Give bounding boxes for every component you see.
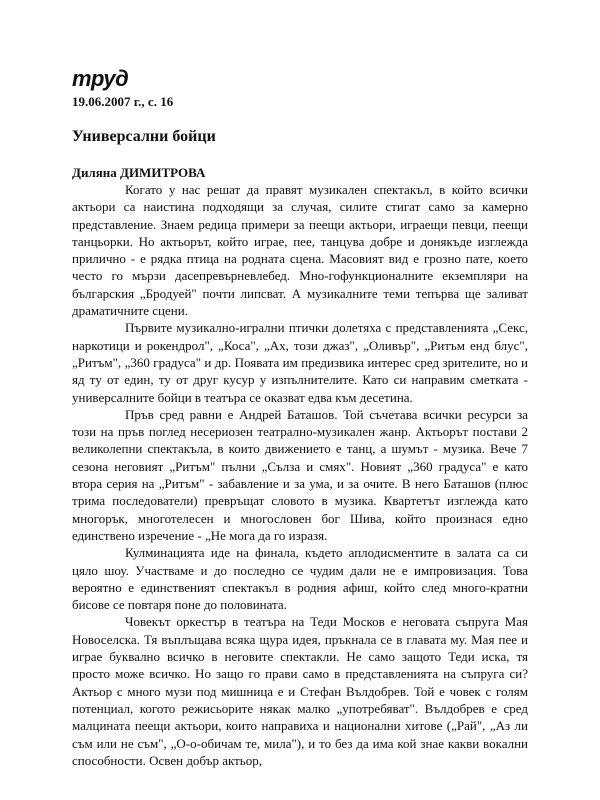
article-headline: Универсални бойци [72,128,216,145]
paragraph: Кулминацията иде на финала, където аплодисментите в залата са си цяло шоу. Участваме и до последно се чудим дали не е импровизация. Това вероятно е единственият спектакъл в родния афиш, който след много-кратни бисове се повтаря поне до половината. [72,545,528,613]
logo-text: труд [72,66,129,91]
newspaper-logo [72,66,528,92]
trud-logo-icon [72,66,142,92]
paragraph: Първите музикално-игрални птички долетяха с представленията „Секс, наркотици и рокендрол", „Коса", „Ах, този джаз", „Оливър", „Ритъм енд блус", „Ритъм", „360 градуса" и др. Появата им предизвика интерес сред зрителите, но и яд ту от един, ту от друг кусур у изпълнителите. Като си направим сметката - универсалните бойци в театъра се оказват едва към десетина. [72,320,528,405]
article-body [72,181,528,769]
paragraph: Човекът оркестър в театъра на Теди Москов е неговата съпруга Мая Новоселска. Тя въплъщава всяка щура идея, пръкнала се в главата му. Мая пее и играе буквално всичко в неговите спектакли. Не само защото Теди иска, тя просто може всичко. Но защо го прави само в представленията на съпруга си? Актьор с много музи под мишница е и Стефан Вълдобрев. Той е човек с голям потенциал, когото режисьорите някак малко „употребяват". Вълдобрев е сред малцината пеещи актьори, които направиха и национални хитове („Рай", „Аз ли съм или не съм", „О-о-обичам те, мила"), и то без да има кой знае какви вокални способности. Освен добър актьор, [72,614,528,768]
article-page [72,66,528,769]
paragraph: Пръв сред равни е Андрей Баташов. Той съчетава всички ресурси за този на пръв поглед несериозен театрално-музикален жанр. Актьорът постави 2 великолепни спектакъла, в които движението е танц, а шумът - музика. Вече 7 сезона неговият „Ритъм" пълни „Сълза и смях". Новият „360 градуса" е като втора серия на „Ритъм" - забавление и за ума, и за очите. В него Баташов (плюс трима последователи) превръщат словото в музика. Квартетът изглежда като многорък, многотелесен и многословен бог Шива, който произнася едно единствено изречение - „Не мога да го изразя. [72,406,528,543]
paragraph: Когато у нас решат да правят музикален спектакъл, в който всички актьори са наистина подходящи за случая, силите стигат само за камерно представление. Знаем редица примери за пеещи актьори, играещи певци, пеещи танцьорки. Но актьорът, който играе, пее, танцува добре и донякъде изглежда прилично - е рядка птица на родната сцена. Масовият вид е грозно пате, което често го мързи дасепревърневлебед. Мно-гофункционалните екземпляри на българския „Бродуей" почти липсват. А музикалните теми тепърва ще заливат драматичните сцени. [72,182,528,319]
article-author: Диляна ДИМИТРОВА [72,165,206,180]
dateline: 19.06.2007 г., с. 16 [72,94,174,109]
